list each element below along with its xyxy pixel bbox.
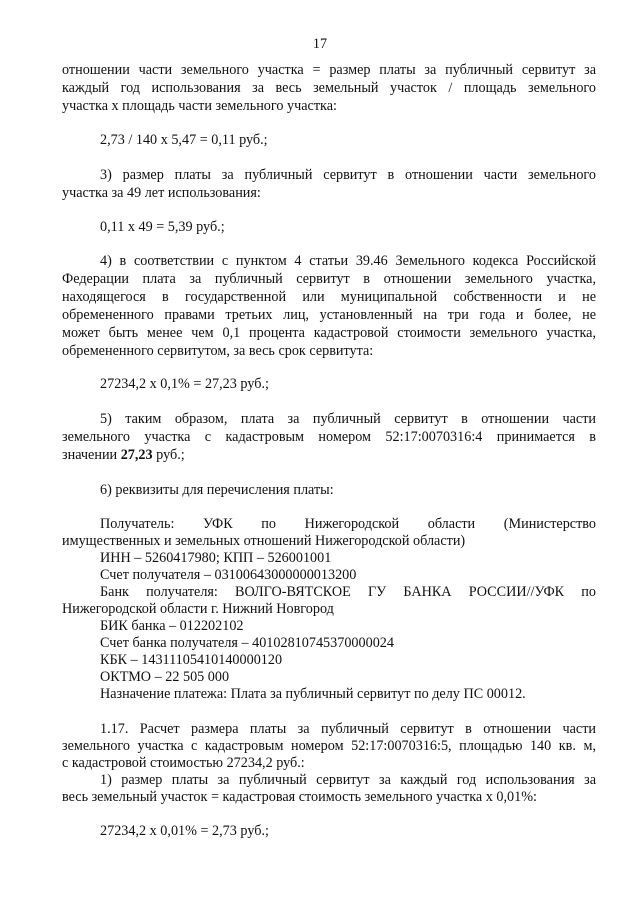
payment-purpose: Назначение платежа: Плата за публичный сервитут по делу ПС 00012. (100, 686, 526, 702)
item6-heading: 6) реквизиты для перечисления платы: (100, 482, 334, 498)
intro-line-1: отношении части земельного участка = размер платы за публичный сервитут за (62, 62, 596, 78)
payment-inn-kpp: ИНН – 5260417980; КПП – 526001001 (100, 550, 332, 566)
item1-line-2: весь земельный участок = кадастровая стоимость земельного участка х 0,01%: (62, 789, 537, 805)
payment-recipient-line-1: Получатель: УФК по Нижегородской области (Министерство (100, 516, 596, 532)
calculation-4: 27234,2 х 0,01% = 2,73 руб.; (100, 823, 269, 839)
item5-line-2: земельного участка с кадастровым номером 52:17:0070316:4 принимается в (62, 429, 596, 445)
calculation-2: 0,11 х 49 = 5,39 руб.; (100, 219, 225, 235)
item1-line-1: 1) размер платы за публичный сервитут за каждый год использования за (100, 772, 596, 788)
section-117-line-2: земельного участка с кадастровым номером 52:17:0070316:5, площадью 140 кв. м, (62, 738, 596, 754)
section-117-line-1: 1.17. Расчет размера платы за публичный сервитут в отношении части (100, 721, 596, 737)
payment-account: Счет получателя – 03100643000000013200 (100, 567, 357, 583)
payment-recipient-line-2: имущественных и земельных отношений Нижегородской области) (62, 533, 466, 549)
payment-bank-account: Счет банка получателя – 40102810745370000024 (100, 635, 394, 651)
calculation-1: 2,73 / 140 х 5,47 = 0,11 руб.; (100, 132, 268, 148)
item3-line-1: 3) размер платы за публичный сервитут в отношении части земельного (100, 167, 596, 183)
item4-line-6: обремененного сервитутом, за весь срок сервитута: (62, 343, 374, 359)
item4-line-1: 4) в соответствии с пунктом 4 статьи 39.46 Земельного кодекса Российской (100, 253, 596, 269)
payment-bank-line-1: Банк получателя: ВОЛГО-ВЯТСКОЕ ГУ БАНКА РОССИИ//УФК по (100, 584, 596, 600)
payment-kbk: КБК – 14311105410140000120 (100, 652, 283, 668)
item5-line-1: 5) таким образом, плата за публичный сервитут в отношении части (100, 411, 596, 427)
item5-line-3 (62, 446, 596, 464)
item3-line-2: участка за 49 лет использования: (62, 185, 261, 201)
item4-line-2: Федерации плата за публичный сервитут в отношении земельного участка, (62, 271, 596, 287)
item4-line-5: может быть менее чем 0,1 процента кадастровой стоимости земельного участка, (62, 325, 596, 341)
payment-bank-line-2: Нижегородской области г. Нижний Новгород (62, 601, 334, 617)
intro-line-3: участка х площадь части земельного участка: (62, 98, 337, 114)
item5-suffix: руб.; (152, 447, 185, 463)
intro-line-2: каждый год использования за весь земельный участок / площадь земельного (62, 80, 596, 96)
item4-line-3: находящегося в государственной или муниципальной собственности и не (62, 289, 596, 305)
item4-line-4: обремененного правами третьих лиц, установленный на три года и более, не (62, 307, 596, 323)
servitude-fee-amount: 27,23 (120, 447, 153, 463)
section-117-line-3: с кадастровой стоимостью 27234,2 руб.: (62, 755, 305, 771)
page-number: 17 (312, 36, 328, 52)
payment-oktmo: ОКТМО – 22 505 000 (100, 669, 230, 685)
item5-prefix: значении (62, 447, 121, 463)
calculation-3: 27234,2 х 0,1% = 27,23 руб.; (100, 376, 269, 392)
payment-bik: БИК банка – 012202102 (100, 618, 244, 634)
